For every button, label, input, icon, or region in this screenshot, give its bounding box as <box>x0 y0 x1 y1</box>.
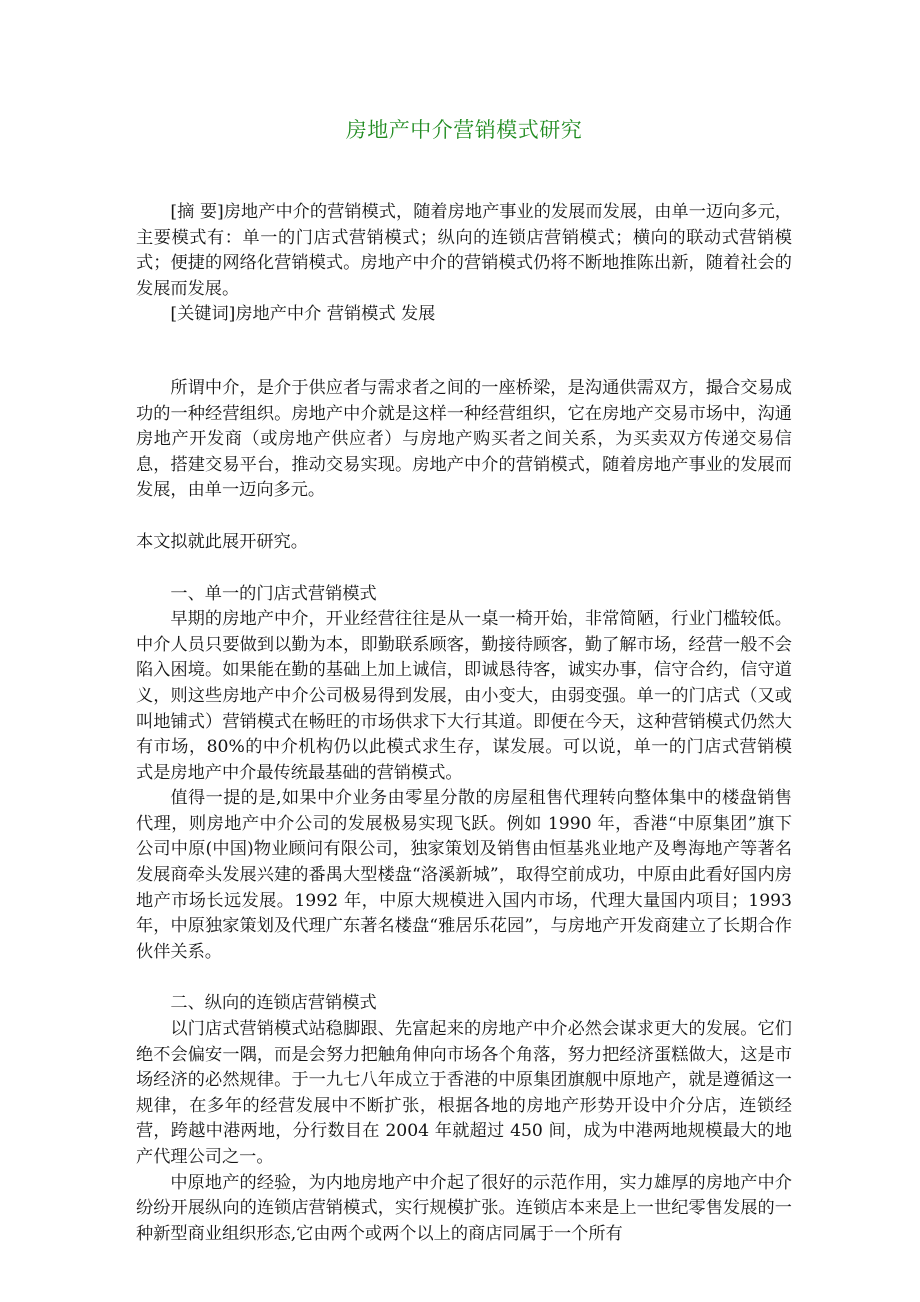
spacer-after-abstract <box>136 328 792 376</box>
keywords-text: [关键词]房地产中介 营销模式 发展 <box>170 304 436 325</box>
section-1-paragraph-2: 值得一提的是,如果中介业务由零星分散的房屋租售代理转向整体集中的楼盘销售代理，则房地产中介公司的发展极易实现飞跃。例如 1990 年，香港“中原集团”旗下公司中原(中国)物业顾问有限公司，独家策划及销售由恒基兆业地产及粤海地产等著名发展商牵头发展兴建的番禺大型楼盘“洛溪新城”，取得空前成功，中原由此看好国内房地产市场长远发展。1992 年，中原大规模进入国内市场，代理大量国内项目；1993 年，中原独家策划及代理广东著名楼盘“雅居乐花园”，与房地产开发商建立了长期合作伙伴关系。 <box>136 788 792 962</box>
section-heading-1: 一、单一的门店式营销模式 <box>170 583 377 604</box>
document-content <box>136 0 792 1247</box>
section-2-paragraph-2: 中原地产的经验，为内地房地产中介起了很好的示范作用，实力雄厚的房地产中介纷纷开展纵向的连锁店营销模式，实行规模扩张。连锁店本来是上一世纪零售发展的一种新型商业组织形态,它由两个或两个以上的商店同属于一个所有 <box>136 1172 792 1244</box>
intro-paragraph-1: 所谓中介，是介于供应者与需求者之间的一座桥梁，是沟通供需双方，撮合交易成功的一种经营组织。房地产中介就是这样一种经营组织，它在房地产交易市场中，沟通房地产开发商（或房地产供应者）与房地产购买者之间关系，为买卖双方传递交易信息，搭建交易平台，推动交易实现。房地产中介的营销模式，随着房地产事业的发展而发展，由单一迈向多元。 <box>136 377 792 501</box>
section-1-paragraph-1: 早期的房地产中介，开业经营往往是从一桌一椅开始，非常简陋，行业门槛较低。中介人员只要做到以勤为本，即勤联系顾客，勤接待顾客，勤了解市场，经营一般不会陷入困境。如果能在勤的基础上加上诚信，即诚恳待客，诚实办事，信守合约，信守道义，则这些房地产中介公司极易得到发展，由小变大，由弱变强。单一的门店式（又或叫地铺式）营销模式在畅旺的市场供求下大行其道。即便在今天，这种营销模式仍然大有市场，80%的中介机构仍以此模式求生存，谋发展。可以说，单一的门店式营销模式是房地产中介最传统最基础的营销模式。 <box>136 609 792 783</box>
section-2-paragraph-1: 以门店式营销模式站稳脚跟、先富起来的房地产中介必然会谋求更大的发展。它们绝不会偏安一隅，而是会努力把触角伸向市场各个角落，努力把经济蛋糕做大，这是市场经济的必然规律。于一九七八年成立于香港的中原集团旗舰中原地产，就是遵循这一规律，在多年的经营发展中不断扩张，根据各地的房地产形势开设中介分店，连锁经营，跨越中港两地，分行数目在 2004 年就超过 450 间，成为中港两地规模最大的地产代理公司之一。 <box>136 1019 792 1167</box>
intro-paragraph-2: 本文拟就此展开研究。 <box>136 531 308 552</box>
spacer-after-title <box>136 144 792 170</box>
spacer-intro <box>136 504 792 530</box>
page-title: 房地产中介营销模式研究 <box>345 118 583 142</box>
section-heading-2: 二、纵向的连锁店营销模式 <box>170 993 377 1014</box>
spacer-before-section-2 <box>136 965 792 991</box>
spacer-before-section-1 <box>136 556 792 582</box>
abstract-text: [摘 要]房地产中介的营销模式，随着房地产事业的发展而发展，由单一迈向多元，主要模式有：单一的门店式营销模式；纵向的连锁店营销模式；横向的联动式营销模式；便捷的网络化营销模式。房地产中介的营销模式仍将不断地推陈出新，随着社会的发展而发展。 <box>136 202 792 299</box>
abstract-block <box>136 200 792 328</box>
